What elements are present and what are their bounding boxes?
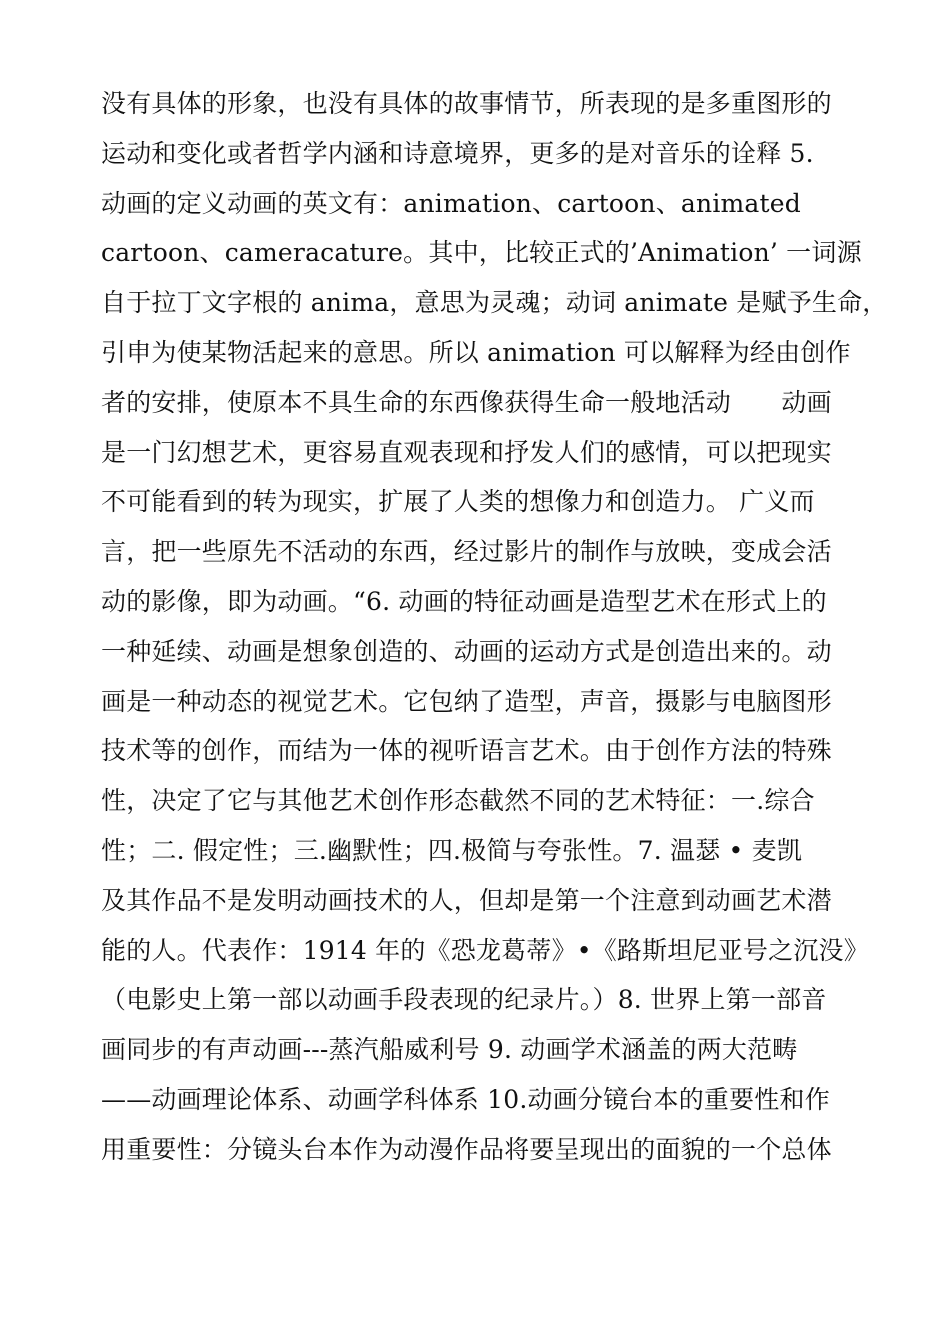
text-line: ——动画理论体系、动画学科体系 10.动画分镜台本的重要性和作 <box>101 1084 830 1114</box>
text-line: 画是一种动态的视觉艺术。它包纳了造型，声音，摄影与电脑图形 <box>101 686 832 716</box>
text-line: 及其作品不是发明动画技术的人，但却是第一个注意到动画艺术潜 <box>101 885 832 915</box>
text-line: 技术等的创作，而结为一体的视听语言艺术。由于创作方法的特殊 <box>101 736 832 766</box>
text-line: 动画的定义动画的英文有：animation、cartoon、animated <box>101 188 801 218</box>
text-line: 没有具体的形象，也没有具体的故事情节，所表现的是多重图形的 <box>101 89 832 118</box>
text-line: 是一门幻想艺术，更容易直观表现和抒发人们的感情，可以把现实 <box>101 437 832 467</box>
text-line: 言，把一些原先不活动的东西，经过影片的制作与放映，变成会活 <box>101 537 832 567</box>
text-line: 性；二. 假定性；三.幽默性；四.极简与夸张性。7. 温瑟 • 麦凯 <box>101 835 803 865</box>
text-line: （电影史上第一部以动画手段表现的纪录片。）8. 世界上第一部音 <box>101 985 827 1015</box>
text-line: 用重要性：分镜头台本作为动漫作品将要呈现出的面貌的一个总体 <box>101 1134 832 1164</box>
text-line: 动的影像，即为动画。“6. 动画的特征动画是造型艺术在形式上的 <box>101 586 827 616</box>
body-text <box>101 83 888 1179</box>
text-line: 性，决定了它与其他艺术创作形态截然不同的艺术特征：一.综合 <box>101 786 815 816</box>
text-line: 运动和变化或者哲学内涵和诗意境界，更多的是对音乐的诠释 5. <box>101 138 814 168</box>
text-line: cartoon、cameracature。其中，比较正式的’Animation’ 一词源 <box>101 238 862 268</box>
text-line: 引申为使某物活起来的意思。所以 animation 可以解释为经由创作 <box>101 337 851 367</box>
text-line: 自于拉丁文字根的 anima，意思为灵魂；动词 animate 是赋予生命， <box>101 288 888 318</box>
text-line: 者的安排，使原本不具生命的东西像获得生命一般地活动 动画 <box>101 387 832 417</box>
text-line: 画同步的有声动画---蒸汽船威利号 9. 动画学术涵盖的两大范畴 <box>101 1035 798 1065</box>
text-line: 不可能看到的转为现实，扩展了人类的想像力和创造力。 广义而 <box>101 487 815 517</box>
text-line: 一种延续、动画是想象创造的、动画的运动方式是创造出来的。动 <box>101 636 832 666</box>
text-line: 能的人。代表作：1914 年的《恐龙葛蒂》•《路斯坦尼亚号之沉没》 <box>101 935 869 965</box>
